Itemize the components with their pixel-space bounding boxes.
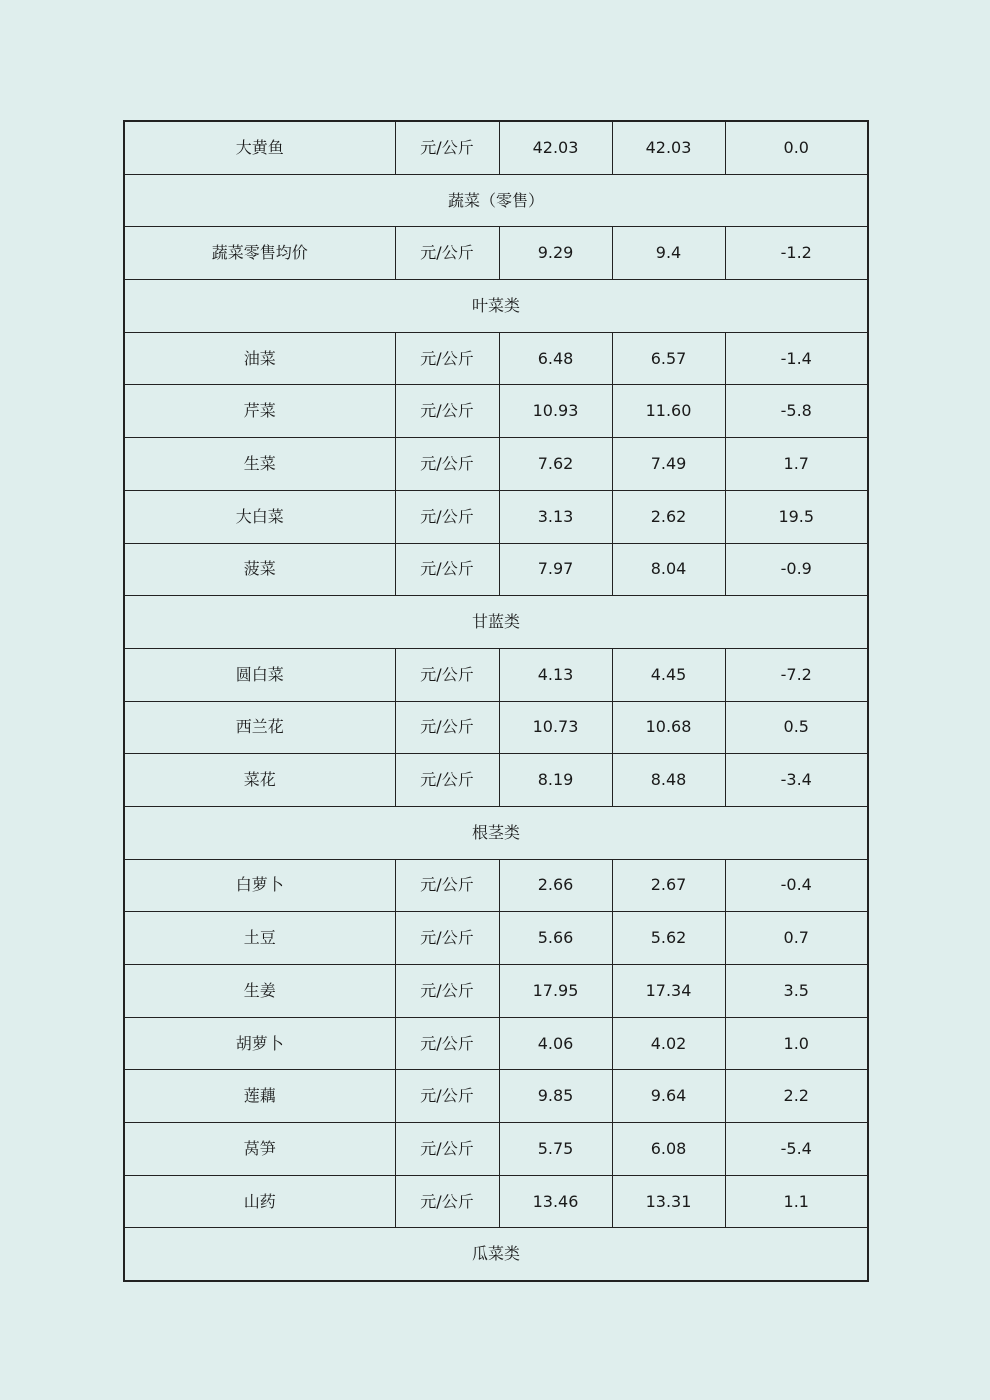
previous-price-cell: 4.02 xyxy=(612,1017,725,1070)
change-percent-cell: 1.1 xyxy=(725,1175,868,1228)
current-price-cell: 7.62 xyxy=(499,438,612,491)
item-name-cell: 菠菜 xyxy=(124,543,395,596)
unit-cell: 元/公斤 xyxy=(395,543,499,596)
previous-price-cell: 2.62 xyxy=(612,490,725,543)
table-row xyxy=(124,912,868,965)
current-price-cell: 9.85 xyxy=(499,1070,612,1123)
change-percent-cell: -0.4 xyxy=(725,859,868,912)
unit-cell: 元/公斤 xyxy=(395,227,499,280)
change-percent-cell: -5.8 xyxy=(725,385,868,438)
change-percent-cell: 2.2 xyxy=(725,1070,868,1123)
unit-cell: 元/公斤 xyxy=(395,912,499,965)
unit-cell: 元/公斤 xyxy=(395,1175,499,1228)
section-label: 瓜菜类 xyxy=(124,1228,868,1281)
current-price-cell: 8.19 xyxy=(499,754,612,807)
section-label: 蔬菜（零售） xyxy=(124,174,868,227)
section-header-row xyxy=(124,1228,868,1281)
section-header-row xyxy=(124,806,868,859)
table-row xyxy=(124,332,868,385)
item-name-cell: 大白菜 xyxy=(124,490,395,543)
item-name-cell: 胡萝卜 xyxy=(124,1017,395,1070)
unit-cell: 元/公斤 xyxy=(395,438,499,491)
item-name-cell: 土豆 xyxy=(124,912,395,965)
current-price-cell: 42.03 xyxy=(499,121,612,174)
item-name-cell: 油菜 xyxy=(124,332,395,385)
previous-price-cell: 6.08 xyxy=(612,1123,725,1176)
table-row xyxy=(124,1017,868,1070)
item-name-cell: 西兰花 xyxy=(124,701,395,754)
change-percent-cell: 1.7 xyxy=(725,438,868,491)
unit-cell: 元/公斤 xyxy=(395,121,499,174)
change-percent-cell: -5.4 xyxy=(725,1123,868,1176)
current-price-cell: 5.75 xyxy=(499,1123,612,1176)
change-percent-cell: 0.7 xyxy=(725,912,868,965)
table-row xyxy=(124,754,868,807)
item-name-cell: 生菜 xyxy=(124,438,395,491)
table-row xyxy=(124,438,868,491)
current-price-cell: 6.48 xyxy=(499,332,612,385)
current-price-cell: 5.66 xyxy=(499,912,612,965)
change-percent-cell: 3.5 xyxy=(725,965,868,1018)
previous-price-cell: 4.45 xyxy=(612,648,725,701)
previous-price-cell: 9.64 xyxy=(612,1070,725,1123)
item-name-cell: 芹菜 xyxy=(124,385,395,438)
table-row xyxy=(124,1175,868,1228)
current-price-cell: 4.13 xyxy=(499,648,612,701)
table-row xyxy=(124,701,868,754)
change-percent-cell: -1.4 xyxy=(725,332,868,385)
table-row xyxy=(124,1070,868,1123)
table-row xyxy=(124,1123,868,1176)
previous-price-cell: 7.49 xyxy=(612,438,725,491)
current-price-cell: 3.13 xyxy=(499,490,612,543)
unit-cell: 元/公斤 xyxy=(395,648,499,701)
section-header-row xyxy=(124,174,868,227)
unit-cell: 元/公斤 xyxy=(395,859,499,912)
table-body xyxy=(124,121,868,1281)
section-label: 叶菜类 xyxy=(124,280,868,333)
unit-cell: 元/公斤 xyxy=(395,701,499,754)
item-name-cell: 生姜 xyxy=(124,965,395,1018)
current-price-cell: 10.93 xyxy=(499,385,612,438)
unit-cell: 元/公斤 xyxy=(395,754,499,807)
change-percent-cell: 0.5 xyxy=(725,701,868,754)
unit-cell: 元/公斤 xyxy=(395,332,499,385)
table-row xyxy=(124,965,868,1018)
current-price-cell: 13.46 xyxy=(499,1175,612,1228)
previous-price-cell: 17.34 xyxy=(612,965,725,1018)
section-header-row xyxy=(124,596,868,649)
previous-price-cell: 5.62 xyxy=(612,912,725,965)
current-price-cell: 17.95 xyxy=(499,965,612,1018)
unit-cell: 元/公斤 xyxy=(395,385,499,438)
table-row xyxy=(124,648,868,701)
unit-cell: 元/公斤 xyxy=(395,1017,499,1070)
previous-price-cell: 8.48 xyxy=(612,754,725,807)
current-price-cell: 10.73 xyxy=(499,701,612,754)
section-label: 根茎类 xyxy=(124,806,868,859)
previous-price-cell: 10.68 xyxy=(612,701,725,754)
current-price-cell: 9.29 xyxy=(499,227,612,280)
table-row xyxy=(124,543,868,596)
change-percent-cell: 1.0 xyxy=(725,1017,868,1070)
previous-price-cell: 13.31 xyxy=(612,1175,725,1228)
previous-price-cell: 2.67 xyxy=(612,859,725,912)
previous-price-cell: 8.04 xyxy=(612,543,725,596)
change-percent-cell: -7.2 xyxy=(725,648,868,701)
current-price-cell: 2.66 xyxy=(499,859,612,912)
section-header-row xyxy=(124,280,868,333)
item-name-cell: 莲藕 xyxy=(124,1070,395,1123)
table-row xyxy=(124,490,868,543)
item-name-cell: 菜花 xyxy=(124,754,395,807)
change-percent-cell: 19.5 xyxy=(725,490,868,543)
current-price-cell: 4.06 xyxy=(499,1017,612,1070)
unit-cell: 元/公斤 xyxy=(395,965,499,1018)
table-row xyxy=(124,121,868,174)
change-percent-cell: -1.2 xyxy=(725,227,868,280)
item-name-cell: 山药 xyxy=(124,1175,395,1228)
unit-cell: 元/公斤 xyxy=(395,490,499,543)
table-row xyxy=(124,859,868,912)
previous-price-cell: 11.60 xyxy=(612,385,725,438)
current-price-cell: 7.97 xyxy=(499,543,612,596)
change-percent-cell: -3.4 xyxy=(725,754,868,807)
table-row xyxy=(124,385,868,438)
unit-cell: 元/公斤 xyxy=(395,1070,499,1123)
table-row xyxy=(124,227,868,280)
item-name-cell: 圆白菜 xyxy=(124,648,395,701)
change-percent-cell: -0.9 xyxy=(725,543,868,596)
item-name-cell: 蔬菜零售均价 xyxy=(124,227,395,280)
price-table xyxy=(123,120,869,1282)
previous-price-cell: 6.57 xyxy=(612,332,725,385)
change-percent-cell: 0.0 xyxy=(725,121,868,174)
section-label: 甘蓝类 xyxy=(124,596,868,649)
item-name-cell: 大黄鱼 xyxy=(124,121,395,174)
unit-cell: 元/公斤 xyxy=(395,1123,499,1176)
item-name-cell: 莴笋 xyxy=(124,1123,395,1176)
item-name-cell: 白萝卜 xyxy=(124,859,395,912)
previous-price-cell: 42.03 xyxy=(612,121,725,174)
previous-price-cell: 9.4 xyxy=(612,227,725,280)
